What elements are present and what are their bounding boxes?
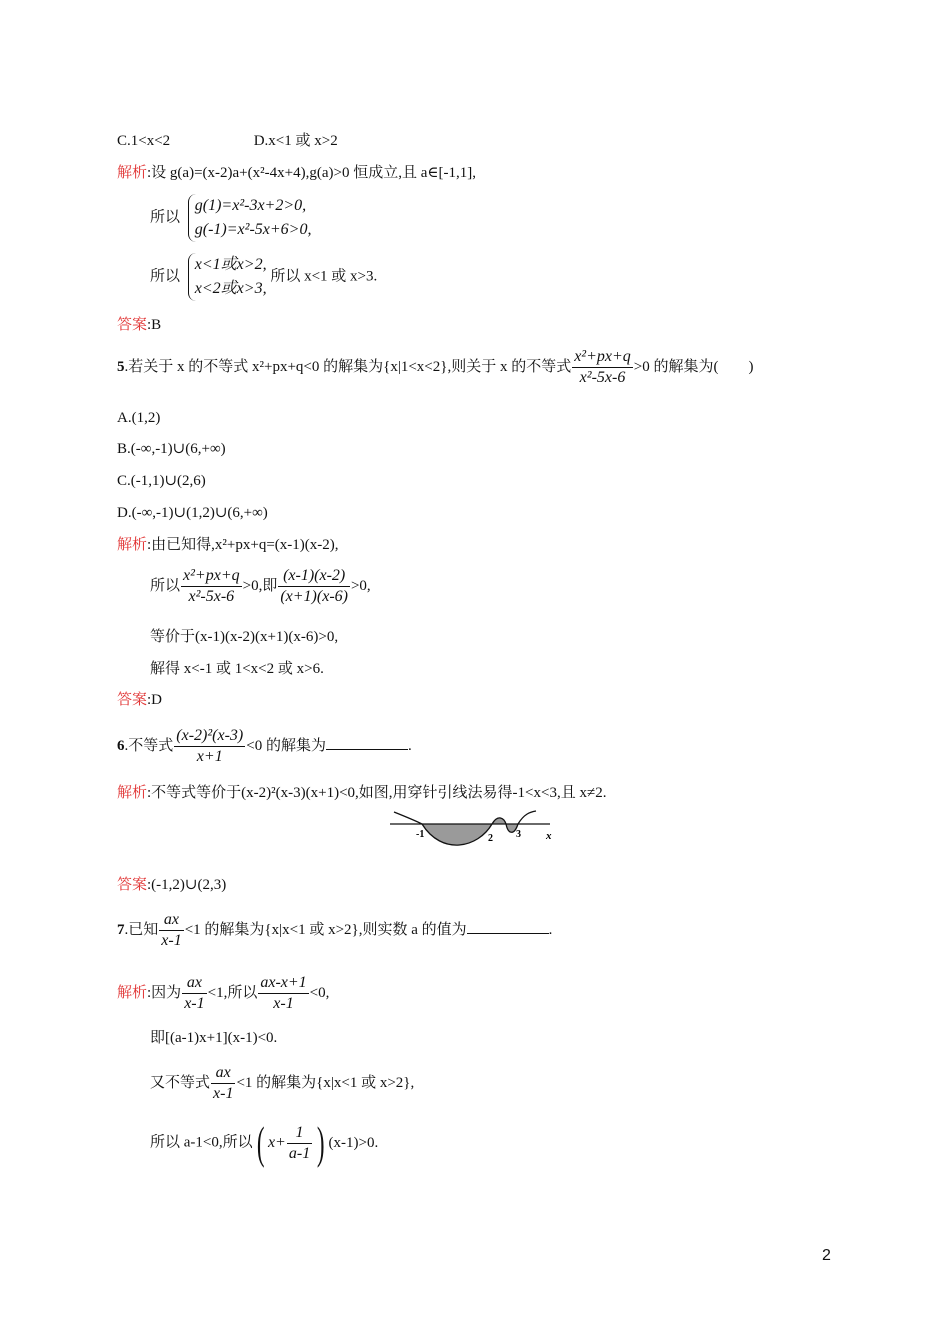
q4-sys2-line1: x<1或x>2, <box>194 256 267 273</box>
q5-step-2 <box>150 566 371 607</box>
q5-analysis <box>117 535 339 555</box>
q4-options-line <box>117 131 338 151</box>
q7-stem-b: <1 的解集为{x|x<1 或 x>2},则实数 a 的值为 <box>184 921 467 938</box>
q5-step2-frac1-num: x²+px+q <box>181 566 242 587</box>
q4-so-2: 所以 <box>150 268 181 285</box>
q5-step2-b: >0,即 <box>242 577 278 594</box>
sign-chart-figure <box>390 808 560 852</box>
q6-analysis-label: 解析 <box>117 785 148 801</box>
q6-stem <box>117 726 412 767</box>
q4-sys2-after: 所以 x<1 或 x>3. <box>270 268 378 285</box>
q5-answer-label: 答案 <box>117 692 148 708</box>
q7-l3-b: <1 的解集为{x|x<1 或 x>2}, <box>236 1074 415 1091</box>
sign-chart-shaded-region <box>422 818 518 845</box>
q7-l4-frac-den: a-1 <box>288 1144 311 1162</box>
q4-option-c: C.1<x<2 <box>117 133 171 149</box>
q5-option-d: D.(-∞,-1)∪(1,2)∪(6,+∞) <box>117 505 268 521</box>
q6-analysis-text: :不等式等价于(x-2)²(x-3)(x+1)<0,如图,用穿针引线法易得-1<x<3,且 x≠2. <box>147 785 607 801</box>
q7-stem-a: .已知 <box>124 921 159 938</box>
q7-step-2: 即[(a-1)x+1](x-1)<0. <box>150 1030 278 1046</box>
q5-analysis-label: 解析 <box>117 537 148 553</box>
q7-l1-b: <1,所以 <box>207 984 258 1001</box>
q7-l4-b: (x-1)>0. <box>328 1135 379 1151</box>
q7-frac-den: x-1 <box>161 932 182 949</box>
q4-system-1 <box>150 194 311 242</box>
q7-l1-frac2-den: x-1 <box>273 995 294 1012</box>
q5-step2-fraction-1 <box>181 566 242 607</box>
q7-l4-frac-num: 1 <box>287 1123 312 1144</box>
q6-stem-end: . <box>407 737 412 754</box>
q7-right-paren: ) <box>317 1117 325 1168</box>
q6-stem-fraction <box>174 726 245 767</box>
q6-answer-label: 答案 <box>117 877 148 893</box>
q6-analysis <box>117 783 606 803</box>
q4-option-d: D.x<1 或 x>2 <box>253 133 338 149</box>
q7-number: 7 <box>117 921 125 938</box>
q4-sys2-line2: x<2或x>3, <box>194 280 267 297</box>
q6-frac-num: (x-2)²(x-3) <box>174 726 245 747</box>
q7-l1-frac2-num: ax-x+1 <box>258 973 308 994</box>
q7-step-4 <box>150 1117 379 1168</box>
q7-stem-end: . <box>548 921 553 938</box>
q7-stem <box>117 910 552 951</box>
q5-option-c: C.(-1,1)∪(2,6) <box>117 473 206 489</box>
fig-label-neg1: -1 <box>416 829 425 840</box>
q5-answer-value: :D <box>147 692 163 708</box>
q4-answer-value: :B <box>147 317 162 333</box>
q7-l3-fraction <box>211 1063 235 1104</box>
q4-analysis-text: :设 g(a)=(x-2)a+(x²-4x+4),g(a)>0 恒成立,且 a∈[-1,1], <box>147 165 476 181</box>
q7-l1-fraction-1 <box>182 973 206 1014</box>
q5-step-4: 解得 x<-1 或 1<x<2 或 x>6. <box>150 661 324 677</box>
q6-answer <box>117 875 226 895</box>
q7-l4-fraction <box>287 1123 312 1164</box>
q5-step2-frac2-num: (x-1)(x-2) <box>278 566 350 587</box>
q7-l4-x: x+ <box>267 1134 286 1151</box>
fig-label-x: x <box>546 830 552 842</box>
q5-stem-a: .若关于 x 的不等式 x²+px+q<0 的解集为{x|1<x<2},则关于 x 的不等式 <box>124 358 572 375</box>
q5-option-b: B.(-∞,-1)∪(6,+∞) <box>117 441 226 457</box>
q5-number: 5 <box>117 358 125 375</box>
q7-l4-a: 所以 a-1<0,所以 <box>150 1134 253 1151</box>
q7-l1-a: :因为 <box>147 984 182 1001</box>
q4-so-1: 所以 <box>150 209 181 226</box>
q7-l1-frac1-num: ax <box>182 973 206 994</box>
q5-option-a: A.(1,2) <box>117 410 161 426</box>
q4-sys1-line1: g(1)=x²-3x+2>0, <box>194 197 307 214</box>
q6-answer-blank <box>326 735 408 750</box>
q4-brace-system-2 <box>188 253 267 301</box>
q5-stem-frac-num: x²+px+q <box>572 347 633 368</box>
page-number: 2 <box>822 1247 831 1264</box>
q5-step2-a: 所以 <box>150 577 181 594</box>
q5-analysis-text: :由已知得,x²+px+q=(x-1)(x-2), <box>147 537 339 553</box>
q7-left-paren: ( <box>256 1117 265 1168</box>
q7-answer-blank <box>467 919 549 934</box>
q4-sys1-line2: g(-1)=x²-5x+6>0, <box>194 221 312 238</box>
q7-frac-num: ax <box>159 910 183 931</box>
q7-l3-a: 又不等式 <box>150 1074 211 1091</box>
q7-l3-frac-num: ax <box>211 1063 235 1084</box>
q6-number: 6 <box>117 737 125 754</box>
q5-answer <box>117 690 162 710</box>
q6-frac-den: x+1 <box>196 748 223 765</box>
q7-step-3 <box>150 1063 414 1104</box>
q5-step2-frac2-den: (x+1)(x-6) <box>280 588 348 605</box>
q5-step2-frac1-den: x²-5x-6 <box>188 588 235 605</box>
q7-stem-fraction <box>159 910 183 951</box>
q5-stem-fraction <box>572 347 633 388</box>
q5-step2-c: >0, <box>350 577 371 594</box>
q4-system-2 <box>150 253 377 301</box>
q5-stem-b: >0 的解集为( <box>633 358 719 375</box>
q4-brace-system-1 <box>188 194 312 242</box>
q7-l3-frac-den: x-1 <box>213 1085 234 1102</box>
q5-step-3: 等价于(x-1)(x-2)(x+1)(x-6)>0, <box>150 629 339 645</box>
q7-l1-c: <0, <box>309 984 330 1001</box>
q5-stem <box>117 347 754 388</box>
q7-l1-frac1-den: x-1 <box>184 995 205 1012</box>
q4-analysis-label: 解析 <box>117 165 148 181</box>
q4-analysis <box>117 163 476 183</box>
q5-step2-fraction-2 <box>278 566 350 607</box>
q6-answer-value: :(-1,2)∪(2,3) <box>147 877 227 893</box>
q4-answer-label: 答案 <box>117 317 148 333</box>
q7-analysis <box>117 973 329 1014</box>
q5-stem-frac-den: x²-5x-6 <box>579 369 626 386</box>
q7-l1-fraction-2 <box>258 973 308 1014</box>
q7-analysis-label: 解析 <box>117 984 148 1001</box>
q6-stem-a: .不等式 <box>124 737 174 754</box>
q6-stem-b: <0 的解集为 <box>246 737 326 754</box>
fig-label-2: 2 <box>488 833 493 844</box>
fig-label-3: 3 <box>516 829 521 840</box>
q4-answer <box>117 315 161 335</box>
q5-stem-close: ) <box>748 358 754 375</box>
